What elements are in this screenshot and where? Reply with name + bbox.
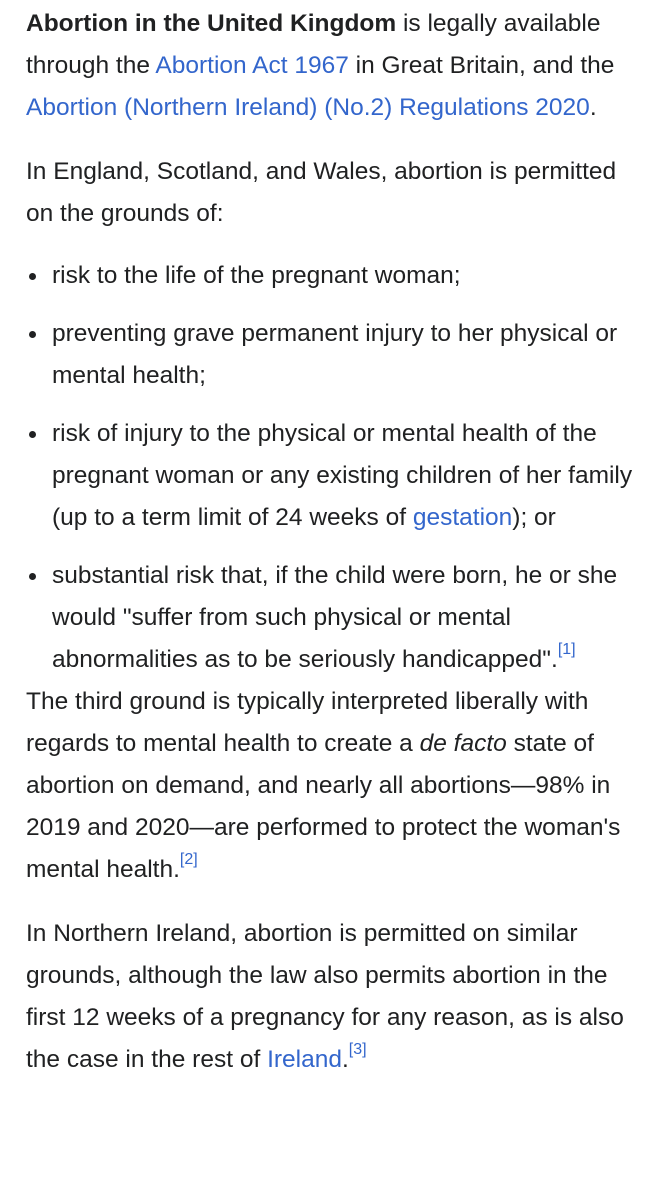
- reference-1: [558, 641, 576, 658]
- gestation-link[interactable]: gestation: [412, 504, 513, 531]
- northern-ireland-text-b: .: [341, 1046, 349, 1073]
- ground-injury-text-b: ); or: [512, 504, 556, 531]
- ground-injury-text-a: risk of injury to the physical or mental health of the pregnant woman or any existing children of her family (up to a term limit of 24 weeks of: [52, 420, 633, 531]
- ground-permanent-injury: preventing grave permanent injury to her physical or mental health;: [52, 320, 618, 389]
- grounds-intro-paragraph: In England, Scotland, and Wales, abortion is permitted on the grounds of:: [26, 158, 617, 227]
- third-ground-paragraph: [26, 681, 633, 891]
- northern-ireland-text-a: In Northern Ireland, abortion is permitted on similar grounds, although the law also permits abortion in the first 12 weeks of a pregnancy for any reason, as is also the case in the rest of: [26, 920, 624, 1073]
- ireland-link[interactable]: Ireland: [267, 1046, 342, 1073]
- intro-text-2: in Great Britain, and the: [348, 52, 615, 79]
- list-item: [26, 313, 633, 397]
- abortion-act-1967-link[interactable]: Abortion Act 1967: [155, 52, 349, 79]
- reference-3: [349, 1041, 367, 1058]
- bullet-icon: [29, 573, 36, 580]
- list-item: [26, 255, 633, 297]
- third-ground-text-b: state of abortion on demand, and nearly all abortions—98% in 2019 and 2020—are performed to protect the woman's mental health.: [26, 730, 621, 883]
- northern-ireland-paragraph: [26, 913, 633, 1081]
- reference-2-link[interactable]: [2]: [179, 850, 198, 868]
- reference-2: [180, 851, 198, 868]
- bullet-icon: [29, 431, 36, 438]
- list-item: [26, 555, 633, 681]
- bullet-icon: [29, 331, 36, 338]
- reference-1-link[interactable]: [1]: [557, 640, 576, 658]
- reference-3-link[interactable]: [3]: [348, 1040, 367, 1058]
- article-subject: Abortion in the United Kingdom: [26, 10, 397, 37]
- northern-ireland-regulations-link[interactable]: Abortion (Northern Ireland) (No.2) Regulations 2020: [26, 94, 590, 121]
- intro-text-1: is legally available through the: [26, 10, 601, 79]
- intro-paragraph: [26, 3, 633, 129]
- bullet-icon: [29, 273, 36, 280]
- ground-life-risk: risk to the life of the pregnant woman;: [52, 262, 461, 289]
- de-facto-italic: de facto: [419, 730, 507, 757]
- ground-abnormalities: substantial risk that, if the child were born, he or she would "suffer from such physical or mental abnormalities as to be seriously handicapped".: [52, 562, 618, 673]
- intro-text-3: .: [589, 94, 597, 121]
- third-ground-text-a: The third ground is typically interpreted liberally with regards to mental health to create a: [26, 688, 589, 757]
- list-item: [26, 413, 633, 539]
- grounds-list: [26, 255, 633, 681]
